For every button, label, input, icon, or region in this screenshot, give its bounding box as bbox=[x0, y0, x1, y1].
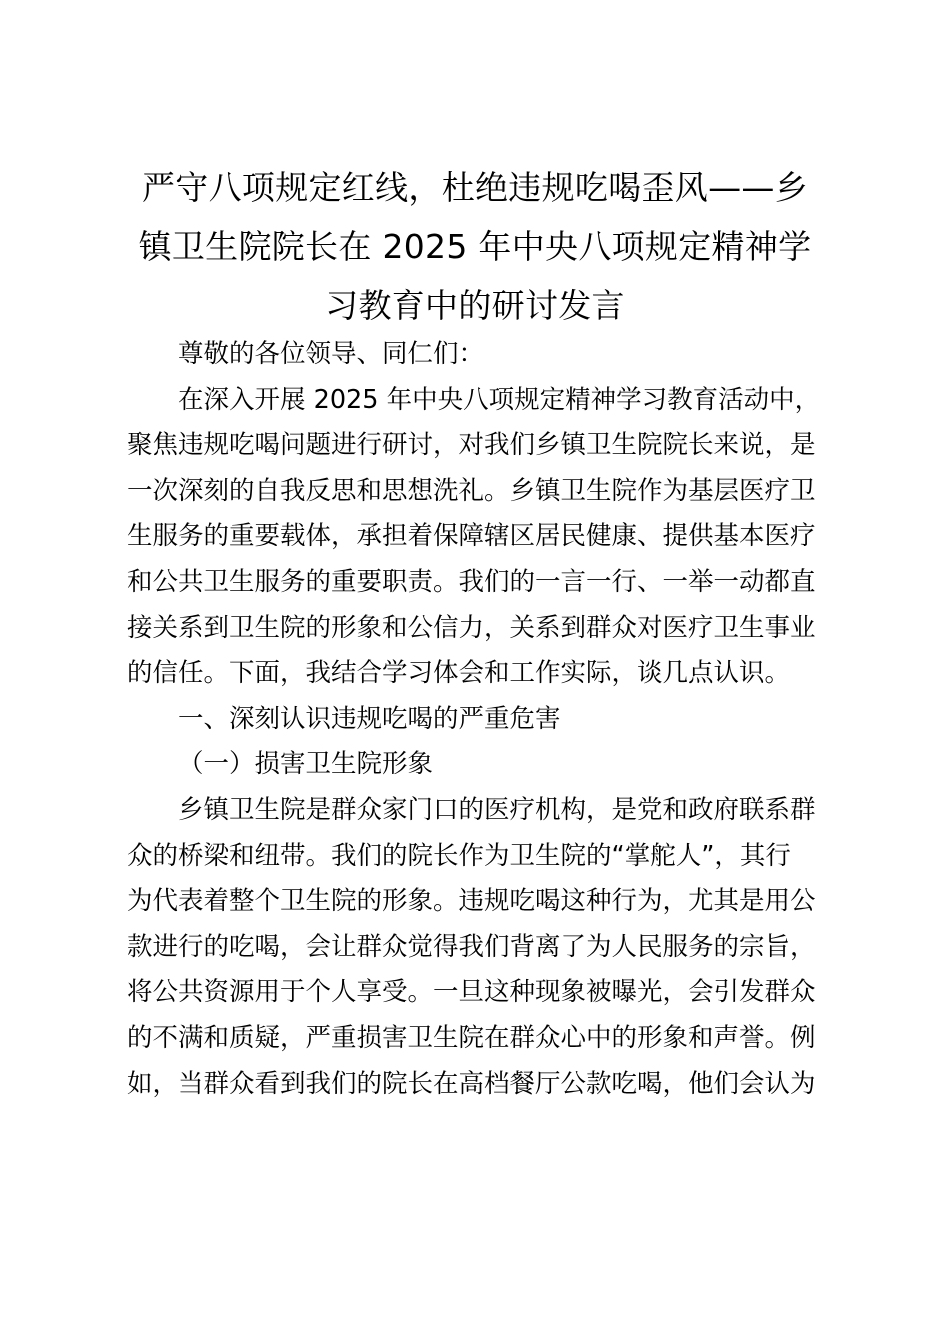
text-line: 为代表着整个卫生院的形象。违规吃喝这种行为，尤其是用公 bbox=[127, 886, 816, 917]
text-line: 如，当群众看到我们的院长在高档餐厅公款吃喝，他们会认为 bbox=[127, 1068, 816, 1099]
section-heading-text: 一、深刻认识违规吃喝的严重危害 bbox=[178, 703, 561, 734]
text-line: 众的桥梁和纽带。我们的院长作为卫生院的“掌舵人”，其行 bbox=[127, 840, 791, 871]
document-body bbox=[127, 332, 833, 1107]
title-line: 严守八项规定红线，杜绝违规吃喝歪风——乡 bbox=[142, 168, 808, 207]
section-heading bbox=[127, 697, 833, 743]
text-line: 聚焦违规吃喝问题进行研讨，对我们乡镇卫生院院长来说，是 bbox=[127, 430, 816, 461]
body-paragraph bbox=[127, 788, 833, 1107]
text-line: 在深入开展 2025 年中央八项规定精神学习教育活动中， bbox=[178, 384, 821, 415]
document-title bbox=[118, 158, 832, 335]
text-line: 乡镇卫生院是群众家门口的医疗机构，是党和政府联系群 bbox=[178, 794, 816, 825]
text-line: 的信任。下面，我结合学习体会和工作实际，谈几点认识。 bbox=[127, 658, 791, 689]
title-line: 镇卫生院院长在 2025 年中央八项规定精神学 bbox=[138, 227, 812, 266]
subsection-heading-text: （一）损害卫生院形象 bbox=[178, 749, 434, 780]
text-line: 生服务的重要载体，承担着保障辖区居民健康、提供基本医疗 bbox=[127, 521, 816, 552]
subsection-heading bbox=[127, 742, 833, 788]
salutation-text: 尊敬的各位领导、同仁们： bbox=[178, 339, 485, 369]
text-line: 一次深刻的自我反思和思想洗礼。乡镇卫生院作为基层医疗卫 bbox=[127, 475, 816, 506]
text-line: 款进行的吃喝，会让群众觉得我们背离了为人民服务的宗旨， bbox=[127, 931, 816, 962]
intro-paragraph bbox=[127, 378, 833, 697]
text-line: 和公共卫生服务的重要职责。我们的一言一行、一举一动都直 bbox=[127, 566, 816, 597]
salutation bbox=[127, 332, 833, 378]
text-line: 将公共资源用于个人享受。一旦这种现象被曝光，会引发群众 bbox=[127, 977, 816, 1008]
title-line: 习教育中的研讨发言 bbox=[325, 286, 625, 325]
text-line: 接关系到卫生院的形象和公信力，关系到群众对医疗卫生事业 bbox=[127, 612, 816, 643]
text-line: 的不满和质疑，严重损害卫生院在群众心中的形象和声誉。例 bbox=[127, 1022, 816, 1053]
